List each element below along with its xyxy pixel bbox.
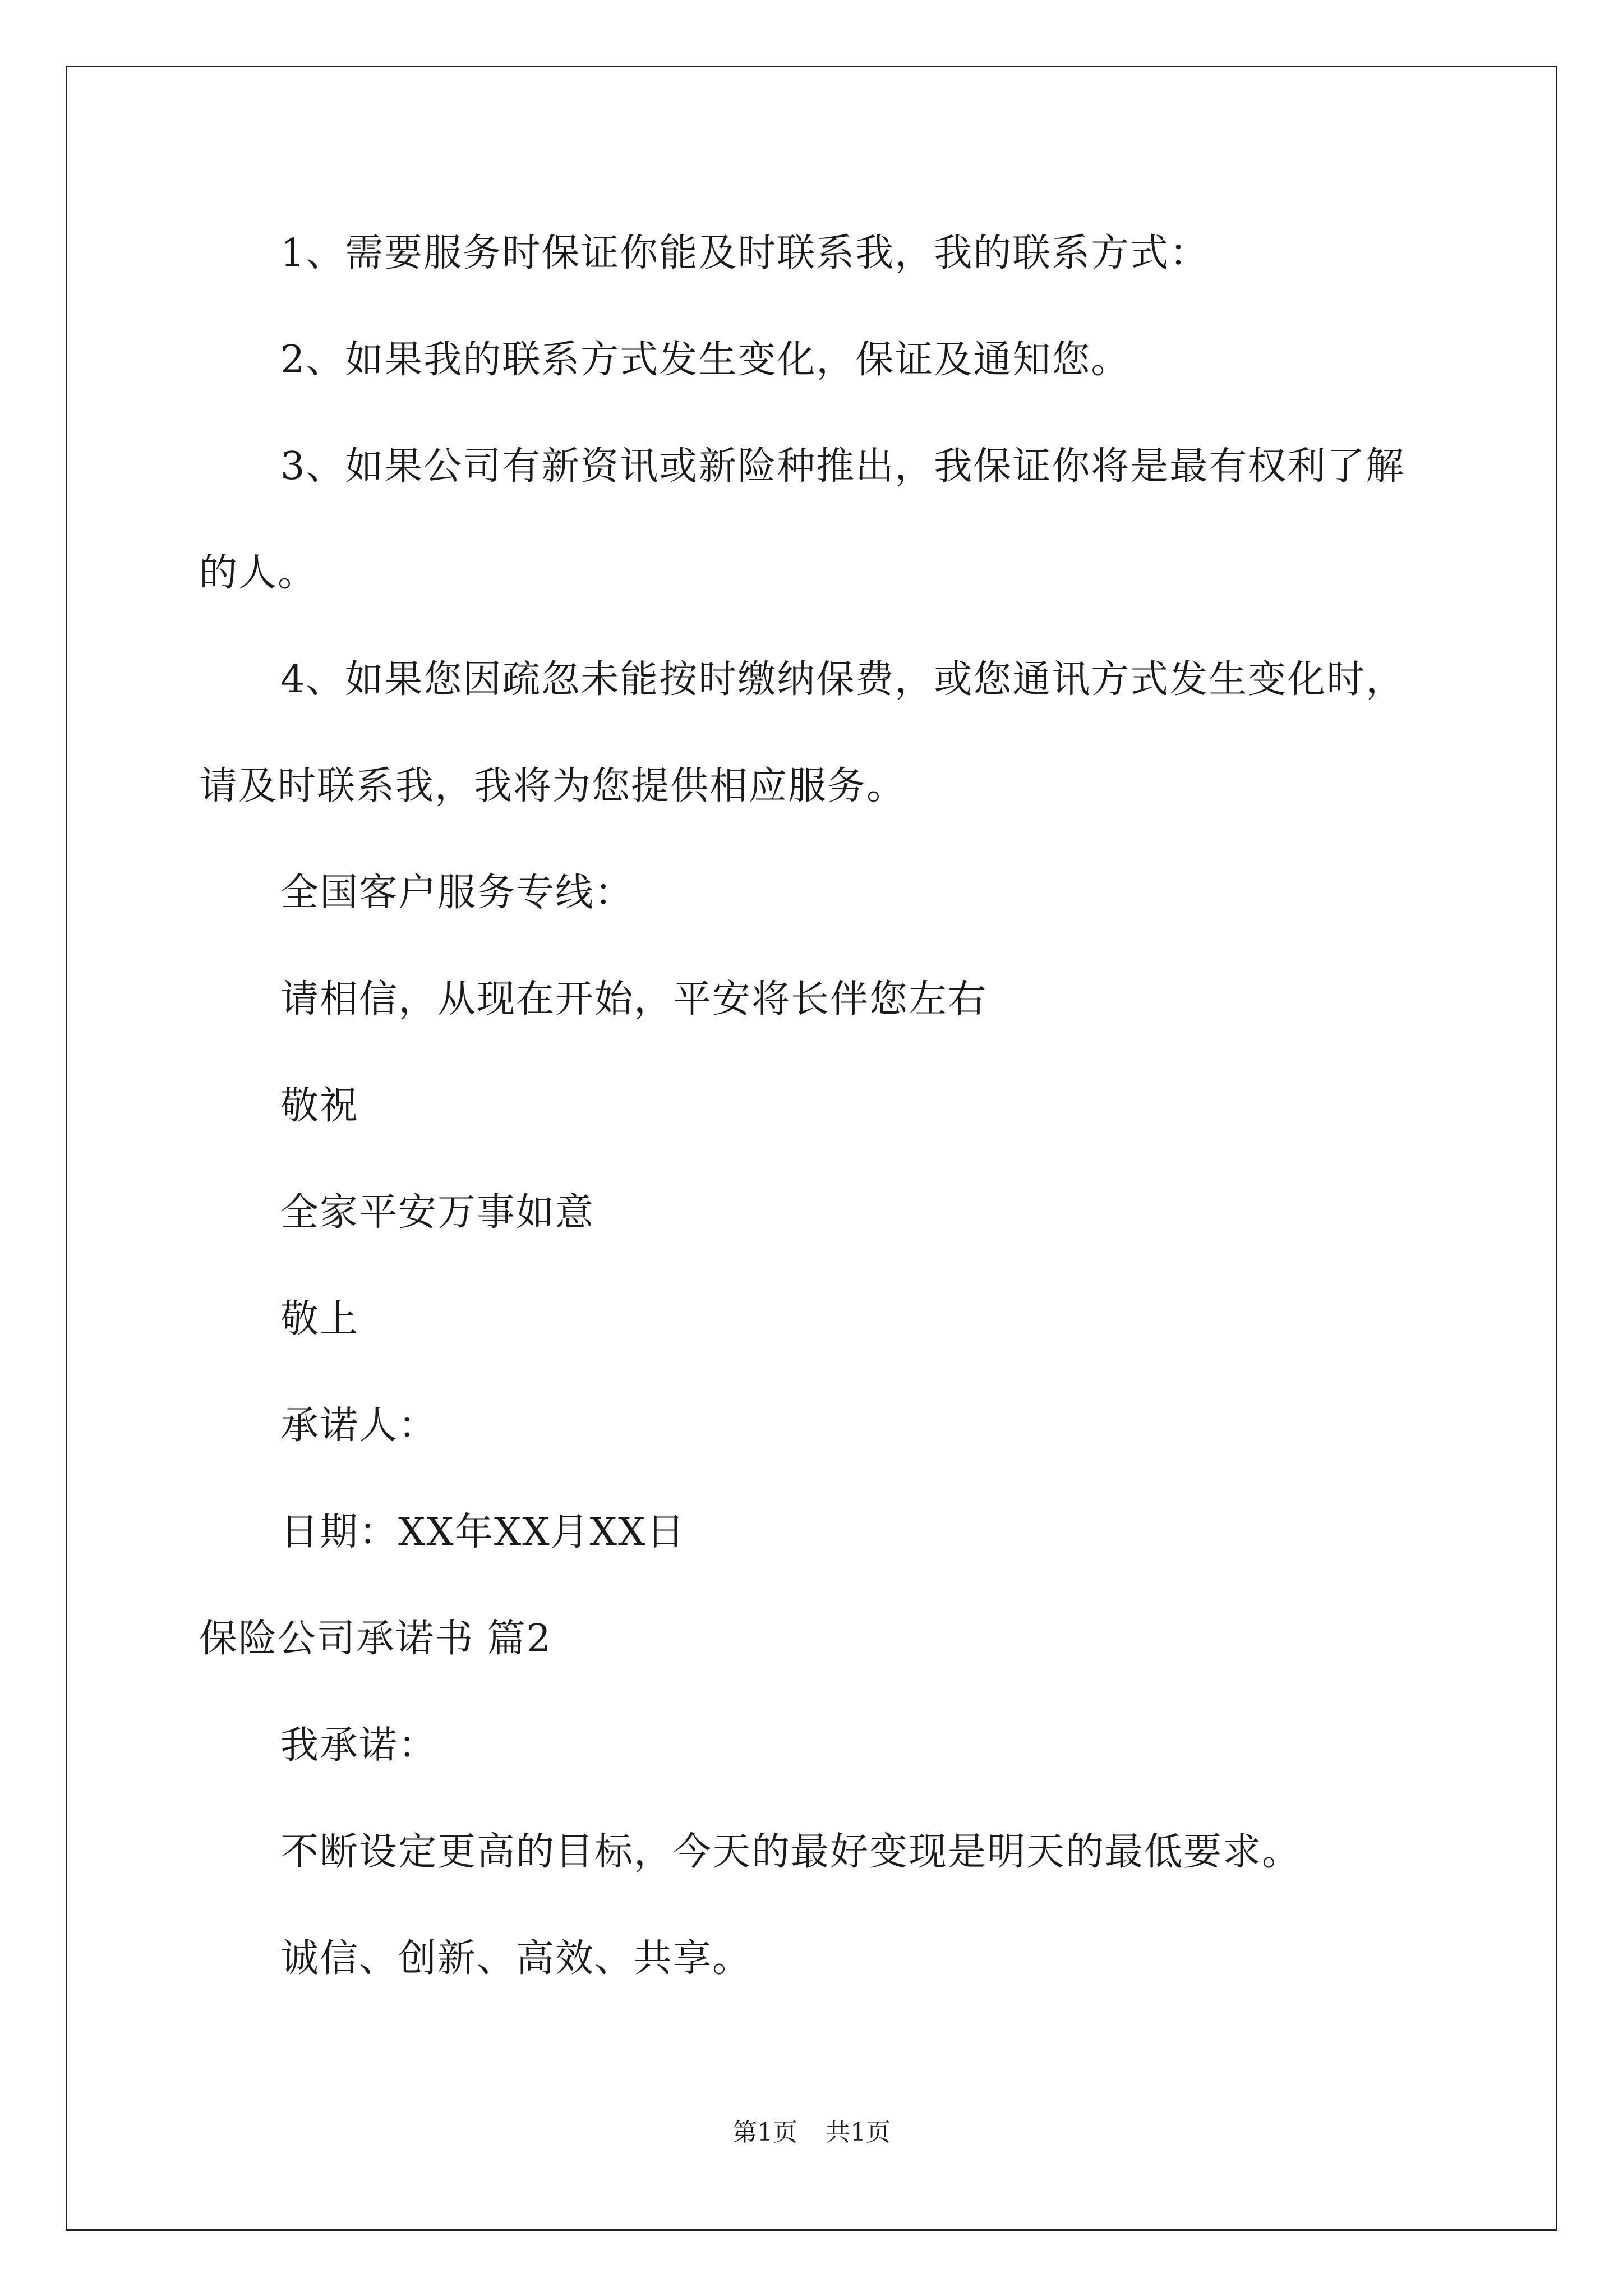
service-hotline: 全国客户服务专线： [280,871,634,915]
promise-label: 我承诺： [280,1723,438,1768]
promisor-label: 承诺人： [280,1404,438,1448]
promise-goal: 不断设定更高的目标，今天的最好变现是明天的最低要求。 [280,1830,1302,1874]
page-total: 共1页 [826,2118,891,2147]
closing: 敬上 [280,1297,359,1341]
paragraph-3: 3、如果公司有新资讯或新险种推出，我保证你将是最有权利了解 [280,444,1405,489]
page-footer [0,2120,1623,2145]
trust-statement: 请相信，从现在开始，平安将长伴您左右 [280,977,988,1022]
page-border [66,66,1557,2231]
paragraph-4: 4、如果您因疏忽未能按时缴纳保费，或您通讯方式发生变化时， [280,657,1405,702]
page-number: 第1页 [732,2118,797,2147]
promise-values: 诚信、创新、高效、共享。 [280,1936,752,1981]
date-line: 日期：XX年XX月XX日 [280,1510,686,1554]
paragraph-3-continued: 的人。 [199,551,317,595]
section-heading: 保险公司承诺书 篇2 [199,1617,552,1661]
salutation: 敬祝 [280,1084,359,1128]
paragraph-4-continued: 请及时联系我，我将为您提供相应服务。 [199,764,906,808]
blessing: 全家平安万事如意 [280,1190,595,1235]
paragraph-1: 1、需要服务时保证你能及时联系我，我的联系方式： [280,231,1209,275]
paragraph-2: 2、如果我的联系方式发生变化，保证及通知您。 [280,338,1131,382]
